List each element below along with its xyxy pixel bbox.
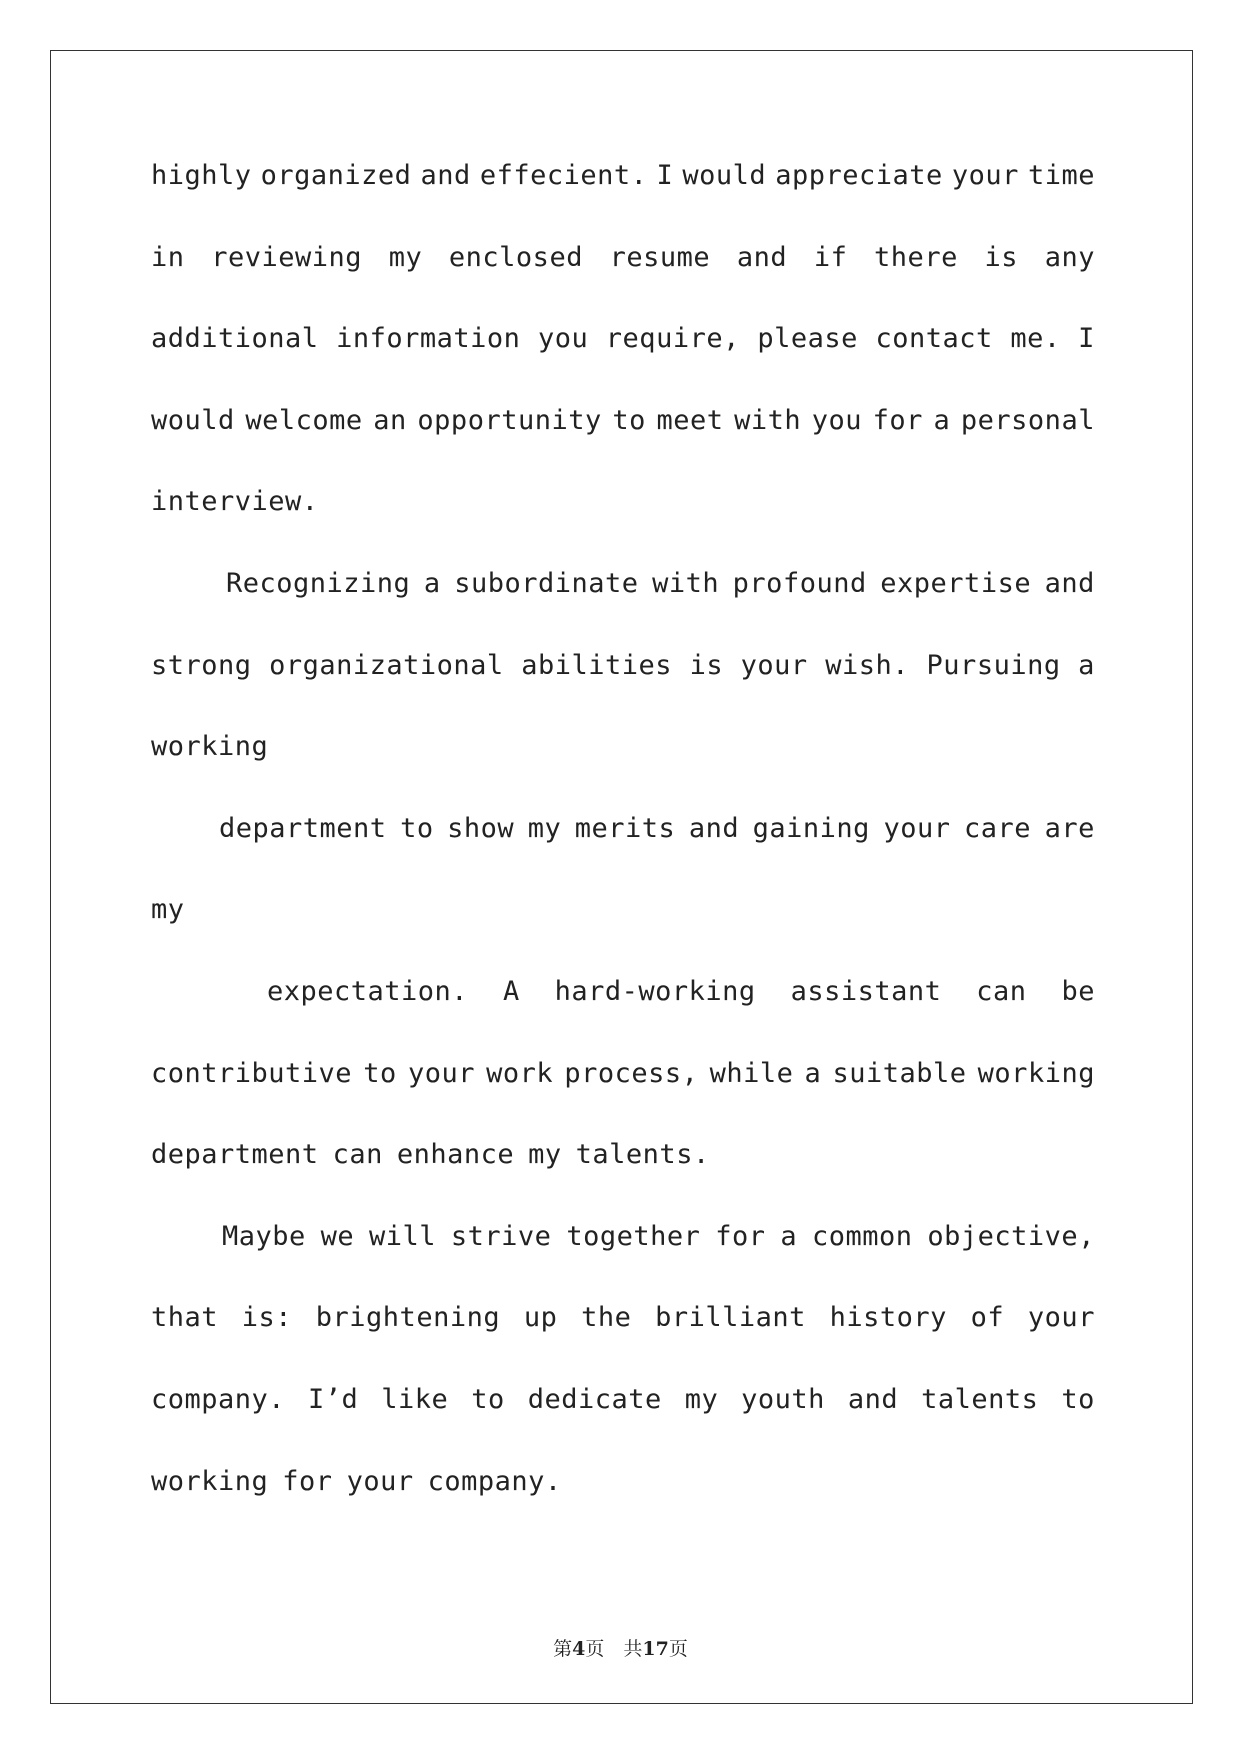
word: up [523, 1302, 558, 1334]
word: expectation. [267, 975, 469, 1007]
word: for [282, 1465, 333, 1497]
word: merits [574, 812, 676, 844]
text-line [151, 892, 1095, 974]
word: department [151, 1139, 319, 1171]
word: will [369, 1220, 437, 1252]
word: process, [564, 1057, 699, 1089]
word: your [883, 812, 951, 844]
word: any [1044, 241, 1095, 273]
word: be [1061, 975, 1095, 1007]
word: profound [732, 567, 867, 599]
word: and [736, 241, 788, 273]
word: A [502, 975, 520, 1007]
word: your [951, 160, 1019, 191]
word: are [1044, 812, 1095, 844]
word: with [652, 567, 720, 599]
text-line [151, 1219, 1095, 1301]
word: to [612, 404, 646, 436]
word: I [656, 160, 674, 191]
word: working [151, 1465, 269, 1497]
text-line [151, 648, 1095, 730]
word: and [1044, 567, 1095, 599]
word: your [407, 1057, 475, 1089]
word: I [1078, 323, 1095, 355]
word: gaining [752, 812, 870, 844]
word: working [977, 1057, 1095, 1089]
word: contact [875, 323, 993, 355]
word: history [829, 1302, 947, 1334]
word: my [527, 812, 562, 844]
text-line [151, 566, 1095, 648]
word: suitable [832, 1057, 967, 1089]
word: and [688, 812, 740, 844]
word: talents. [575, 1139, 710, 1171]
text-line [151, 158, 1095, 240]
word: meet [656, 404, 724, 436]
word: time [1027, 160, 1095, 191]
word: contributive [151, 1057, 353, 1089]
word: organizational [269, 649, 504, 681]
text-line [151, 1137, 1095, 1219]
word: and [847, 1383, 899, 1415]
word: talents [921, 1383, 1039, 1415]
current-page-number: 4 [572, 1638, 586, 1660]
text-line [151, 1382, 1095, 1464]
word: like [381, 1383, 449, 1415]
page-footer [0, 1634, 1241, 1661]
word: would [682, 160, 767, 191]
word: to [400, 812, 434, 844]
word: common [811, 1220, 913, 1252]
footer-prefix: 第 [553, 1638, 573, 1660]
word: require, [605, 323, 740, 355]
word: care [964, 812, 1032, 844]
word: objective, [927, 1220, 1095, 1252]
footer-mid: 页 共 [585, 1638, 643, 1660]
word: for [715, 1220, 766, 1252]
word: me. [1010, 323, 1061, 355]
word: brilliant [655, 1302, 806, 1334]
word: with [734, 404, 802, 436]
word: your [1027, 1302, 1095, 1334]
word: interview. [151, 486, 319, 518]
word: dedicate [527, 1383, 662, 1415]
word: a [423, 567, 441, 599]
word: is: [241, 1302, 293, 1334]
text-line [151, 1300, 1095, 1382]
word: opportunity [417, 404, 602, 436]
text-line [151, 1464, 1095, 1546]
word: the [581, 1302, 632, 1334]
word: abilities [521, 649, 673, 681]
word: hard-working [554, 975, 756, 1007]
word: a [780, 1220, 798, 1252]
word: brightening [315, 1302, 501, 1334]
word: work [486, 1057, 554, 1089]
word: a [933, 404, 951, 436]
word: would [151, 404, 235, 436]
word: I’d [308, 1383, 359, 1415]
word: your [346, 1465, 414, 1497]
word: is [984, 241, 1019, 273]
word: strong [151, 649, 252, 681]
word: an [373, 404, 407, 436]
word: my [684, 1383, 719, 1415]
word: there [874, 241, 958, 273]
word: while [709, 1057, 794, 1089]
word: we [320, 1220, 355, 1252]
word: please [757, 323, 858, 355]
word: information [336, 323, 521, 355]
word: you [811, 404, 863, 436]
word: can [332, 1139, 383, 1171]
word: Recognizing [226, 567, 411, 599]
word: my [528, 1139, 562, 1171]
word: strive [450, 1220, 552, 1252]
text-line [151, 974, 1095, 1056]
text-line [151, 1056, 1095, 1138]
text-line [151, 321, 1095, 403]
word: my [151, 894, 185, 926]
word: my [388, 241, 423, 273]
word: department [219, 812, 387, 844]
word: effecient. [479, 160, 648, 191]
word: show [447, 812, 515, 844]
word: if [813, 241, 848, 273]
word: Pursuing [926, 649, 1061, 681]
word: personal [960, 404, 1095, 436]
word: you [537, 323, 589, 355]
word: to [363, 1057, 397, 1089]
word: company. [151, 1383, 286, 1415]
word: enhance [396, 1139, 515, 1171]
word: expertise [880, 567, 1032, 599]
word: youth [741, 1383, 825, 1415]
word: for [872, 404, 923, 436]
word: to [471, 1383, 505, 1415]
word: wish. [825, 649, 909, 681]
footer-suffix: 页 [668, 1638, 688, 1660]
word: together [566, 1220, 701, 1252]
word: organized [260, 160, 412, 191]
total-page-count: 17 [642, 1638, 669, 1660]
text-line [151, 240, 1095, 322]
text-line [151, 811, 1095, 893]
word: welcome [245, 404, 363, 436]
word: appreciate [775, 160, 943, 191]
word: in [151, 241, 185, 273]
word: your [740, 649, 808, 681]
word: that [151, 1302, 219, 1334]
word: Maybe [222, 1220, 306, 1252]
word: company. [427, 1465, 562, 1497]
word: assistant [790, 975, 942, 1007]
word: is [689, 649, 724, 681]
word: to [1061, 1383, 1095, 1415]
word: resume [609, 241, 711, 273]
word: subordinate [454, 567, 639, 599]
word: a [1078, 649, 1095, 681]
word: working [151, 731, 269, 763]
word: and [420, 160, 471, 191]
document-body [151, 158, 1095, 1545]
word: of [970, 1302, 1005, 1334]
text-line [151, 729, 1095, 811]
word: additional [151, 323, 319, 355]
word: enclosed [448, 241, 583, 273]
word: reviewing [211, 241, 363, 273]
text-line [151, 403, 1095, 485]
word: a [804, 1057, 822, 1089]
text-line [151, 484, 1095, 566]
word: highly [151, 160, 252, 191]
word: can [976, 975, 1027, 1007]
